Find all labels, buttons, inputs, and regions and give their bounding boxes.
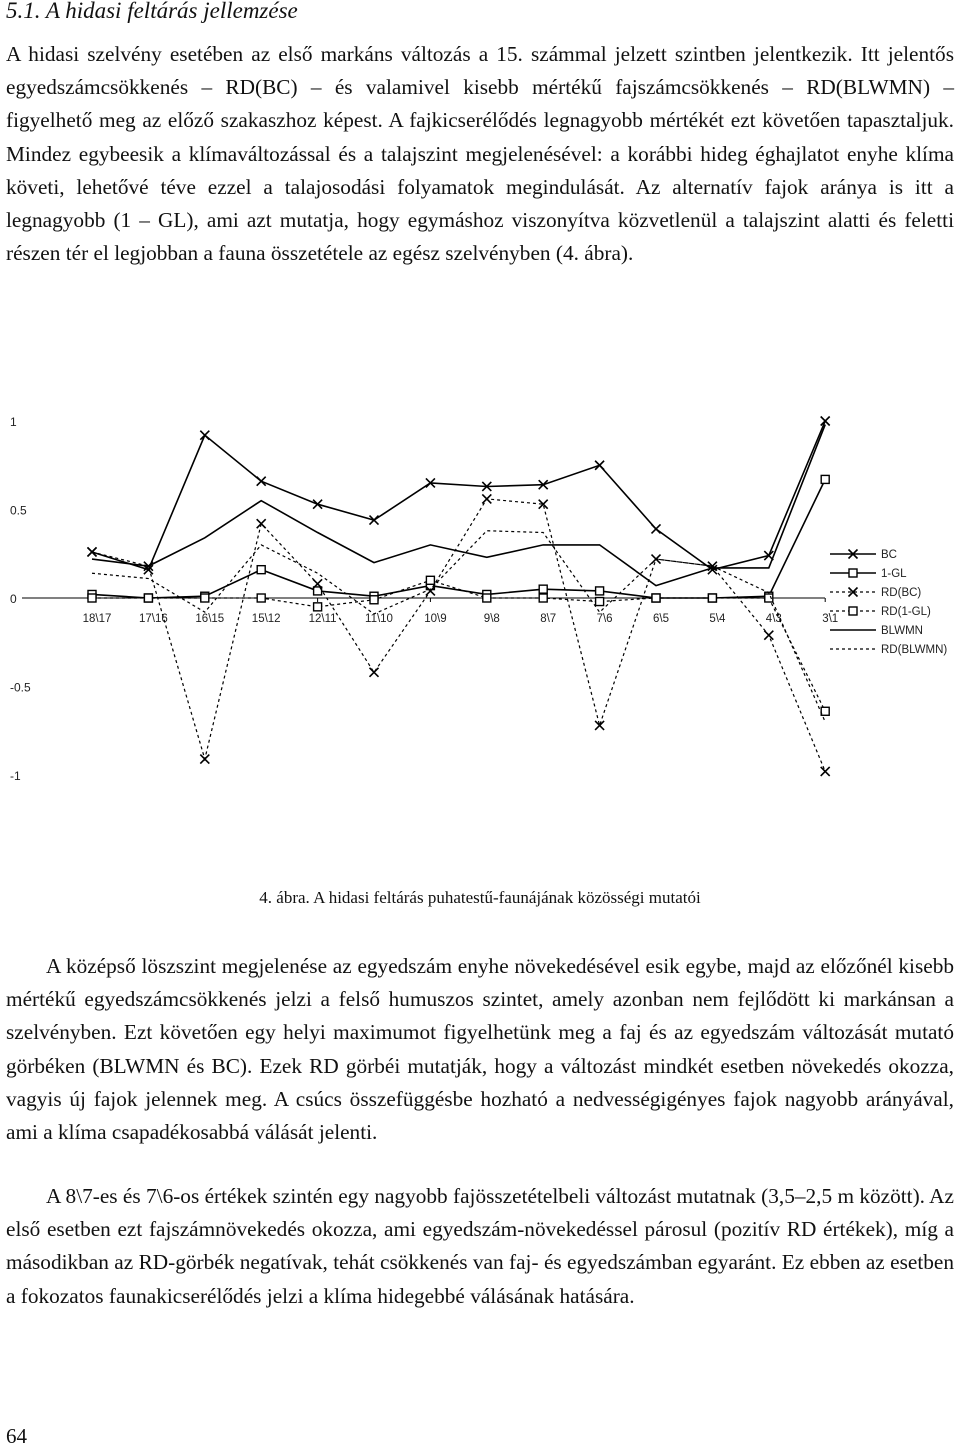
data-point-square-marker bbox=[483, 594, 491, 602]
data-point-square-marker bbox=[849, 569, 857, 577]
paragraph-3: A 8\7-es és 7\6-os értékek szintén egy nagyobb fajösszetételbeli változást mutatnak (3,5–2,5 m között). Az első esetben ezt fajszámnövekedés okozza, ami egyedszám-növekedéssel párosul (pozitív RD értékek), míg a másodikban az RD-görbék negatívak, tehát csökkenés van faj- és egyedszámban egyaránt. Ez ebben az esetben a fokozatos faunakicserélődés jelzi a klíma hidegebbé válásának hatására. bbox=[6, 1184, 954, 1308]
series-blwmn bbox=[92, 425, 825, 586]
x-tick-label: 5\4 bbox=[709, 613, 726, 625]
data-point-x-marker bbox=[88, 547, 97, 556]
data-point-x-marker bbox=[821, 767, 830, 776]
data-point-x-marker bbox=[482, 494, 491, 503]
data-point-square-marker bbox=[257, 566, 265, 574]
section-heading: 5.1. A hidasi feltárás jellemzése bbox=[6, 0, 298, 23]
data-point-square-marker bbox=[201, 594, 209, 602]
data-point-square-marker bbox=[370, 596, 378, 604]
x-tick-label: 9\8 bbox=[483, 613, 500, 625]
series-line bbox=[92, 531, 825, 722]
legend-label: BC bbox=[881, 549, 897, 561]
chart-legend bbox=[830, 549, 947, 656]
x-tick-label: 15\12 bbox=[251, 613, 281, 625]
legend-item bbox=[830, 568, 907, 580]
data-point-x-marker bbox=[764, 631, 773, 640]
legend-label: 1-GL bbox=[881, 568, 907, 580]
data-point-x-marker bbox=[595, 461, 604, 470]
x-tick-label: 17\16 bbox=[139, 613, 168, 625]
data-point-square-marker bbox=[596, 587, 604, 595]
data-point-square-marker bbox=[849, 607, 857, 615]
data-point-square-marker bbox=[314, 603, 322, 611]
legend-item bbox=[830, 625, 923, 637]
data-point-x-marker bbox=[257, 477, 266, 486]
data-point-square-marker bbox=[821, 475, 829, 483]
data-point-square-marker bbox=[539, 585, 547, 593]
y-tick-label: 0 bbox=[10, 592, 17, 606]
legend-item bbox=[830, 587, 921, 599]
data-point-square-marker bbox=[652, 594, 660, 602]
x-tick-label: 3\1 bbox=[822, 613, 839, 625]
series-rd-bc- bbox=[88, 494, 830, 776]
y-tick-label: -1 bbox=[10, 769, 21, 783]
data-point-square-marker bbox=[88, 594, 96, 602]
data-point-square-marker bbox=[596, 598, 604, 606]
data-point-x-marker bbox=[200, 431, 209, 440]
figure-caption bbox=[0, 888, 960, 908]
data-point-x-marker bbox=[370, 668, 379, 677]
legend-label: RD(BLWMN) bbox=[881, 644, 948, 656]
figure-caption-text: A hidasi feltárás puhatestű-faunájának közösségi mutatói bbox=[309, 888, 701, 907]
figure-caption-label: 4. ábra. bbox=[259, 888, 310, 907]
paragraph-1: A hidasi szelvény esetében az első markáns változás a 15. számmal jelzett szintben jelentkezik. Itt jelentős egyedszámcsökkenés – RD(BC) – és valamivel kisebb mértékű fajszámcsökkenés – RD(BLWMN) – figyelhető meg az előző szakaszhoz képest. A fajkicserélődés legnagyobb mértékét ezt követően tapasztaljuk. Mindez egybeesik a klímaváltozással és a talajszint megjelenésével: a korábbi hideg éghajlatot enyhe klíma követi, lehetővé téve ezzel a talajosodási folyamatok megindulását. Az alternatív fajok aránya is itt a legnagyobb (1 – GL), ami azt mutatja, hogy egymáshoz viszonyítva közvetlenül a talajszint alatti és feletti részen tér el legjobban a fauna összetétele az egész szelvényben (4. ábra). bbox=[6, 42, 954, 266]
legend-item bbox=[830, 606, 931, 618]
data-point-x-marker bbox=[200, 755, 209, 764]
chart-series-layer bbox=[88, 417, 830, 776]
series-line bbox=[92, 421, 825, 570]
data-point-square-marker bbox=[257, 594, 265, 602]
series-line bbox=[92, 425, 825, 586]
data-point-square-marker bbox=[708, 594, 716, 602]
x-tick-label: 12\11 bbox=[308, 613, 337, 625]
y-tick-label: -0.5 bbox=[10, 680, 31, 695]
x-tick-label: 6\5 bbox=[653, 613, 669, 625]
legend-item bbox=[830, 644, 947, 656]
x-tick-label: 18\17 bbox=[82, 613, 112, 625]
y-tick-label: 0.5 bbox=[10, 503, 27, 518]
x-tick-label: 8\7 bbox=[540, 613, 557, 625]
x-tick-label: 4\3 bbox=[765, 613, 782, 625]
data-point-x-marker bbox=[257, 519, 266, 528]
data-point-x-marker bbox=[821, 417, 830, 426]
legend-label: RD(1-GL) bbox=[881, 606, 931, 618]
legend-item bbox=[830, 549, 897, 561]
x-tick-label: 10\9 bbox=[424, 613, 447, 625]
data-point-x-marker bbox=[370, 516, 379, 525]
data-point-x-marker bbox=[313, 500, 322, 509]
x-tick-label: 7\6 bbox=[596, 613, 613, 625]
x-tick-label: 11\10 bbox=[365, 613, 393, 625]
page-number: 64 bbox=[6, 1424, 27, 1448]
data-point-x-marker bbox=[652, 524, 661, 533]
y-tick-label: 1 bbox=[10, 415, 17, 429]
paragraph-2: A középső löszszint megjelenése az egyedszám enyhe növekedésével esik egybe, majd az előzőnél kisebb mértékű egyedszámcsökkenés jelzi a felső humuszos szintet, amely azonban nem fejlődött ki markánsan a szelvényben. Ezt követően egy helyi maximumot figyelhetünk meg a faj és az egyedszám változását mutató görbéken (BLWMN és BC). Ezek RD görbéi mutatják, hogy a változást mindkét esetben növekedés okozza, vagyis új fajok jelennek meg. A csúcs összefüggésbe hozható a nedvességigényes fajok nagyobb arányával, ami a klíma csapadékosabbá válását jelenti. bbox=[6, 954, 954, 1145]
series-rd-blwmn- bbox=[92, 531, 825, 722]
line-chart bbox=[0, 405, 960, 785]
data-point-square-marker bbox=[144, 594, 152, 602]
data-point-x-marker bbox=[595, 721, 604, 730]
x-tick-label: 16\15 bbox=[195, 613, 225, 625]
data-point-square-marker bbox=[539, 594, 547, 602]
data-point-square-marker bbox=[426, 576, 434, 584]
legend-label: RD(BC) bbox=[881, 587, 922, 599]
legend-label: BLWMN bbox=[881, 625, 923, 637]
series-1-gl bbox=[88, 475, 829, 602]
